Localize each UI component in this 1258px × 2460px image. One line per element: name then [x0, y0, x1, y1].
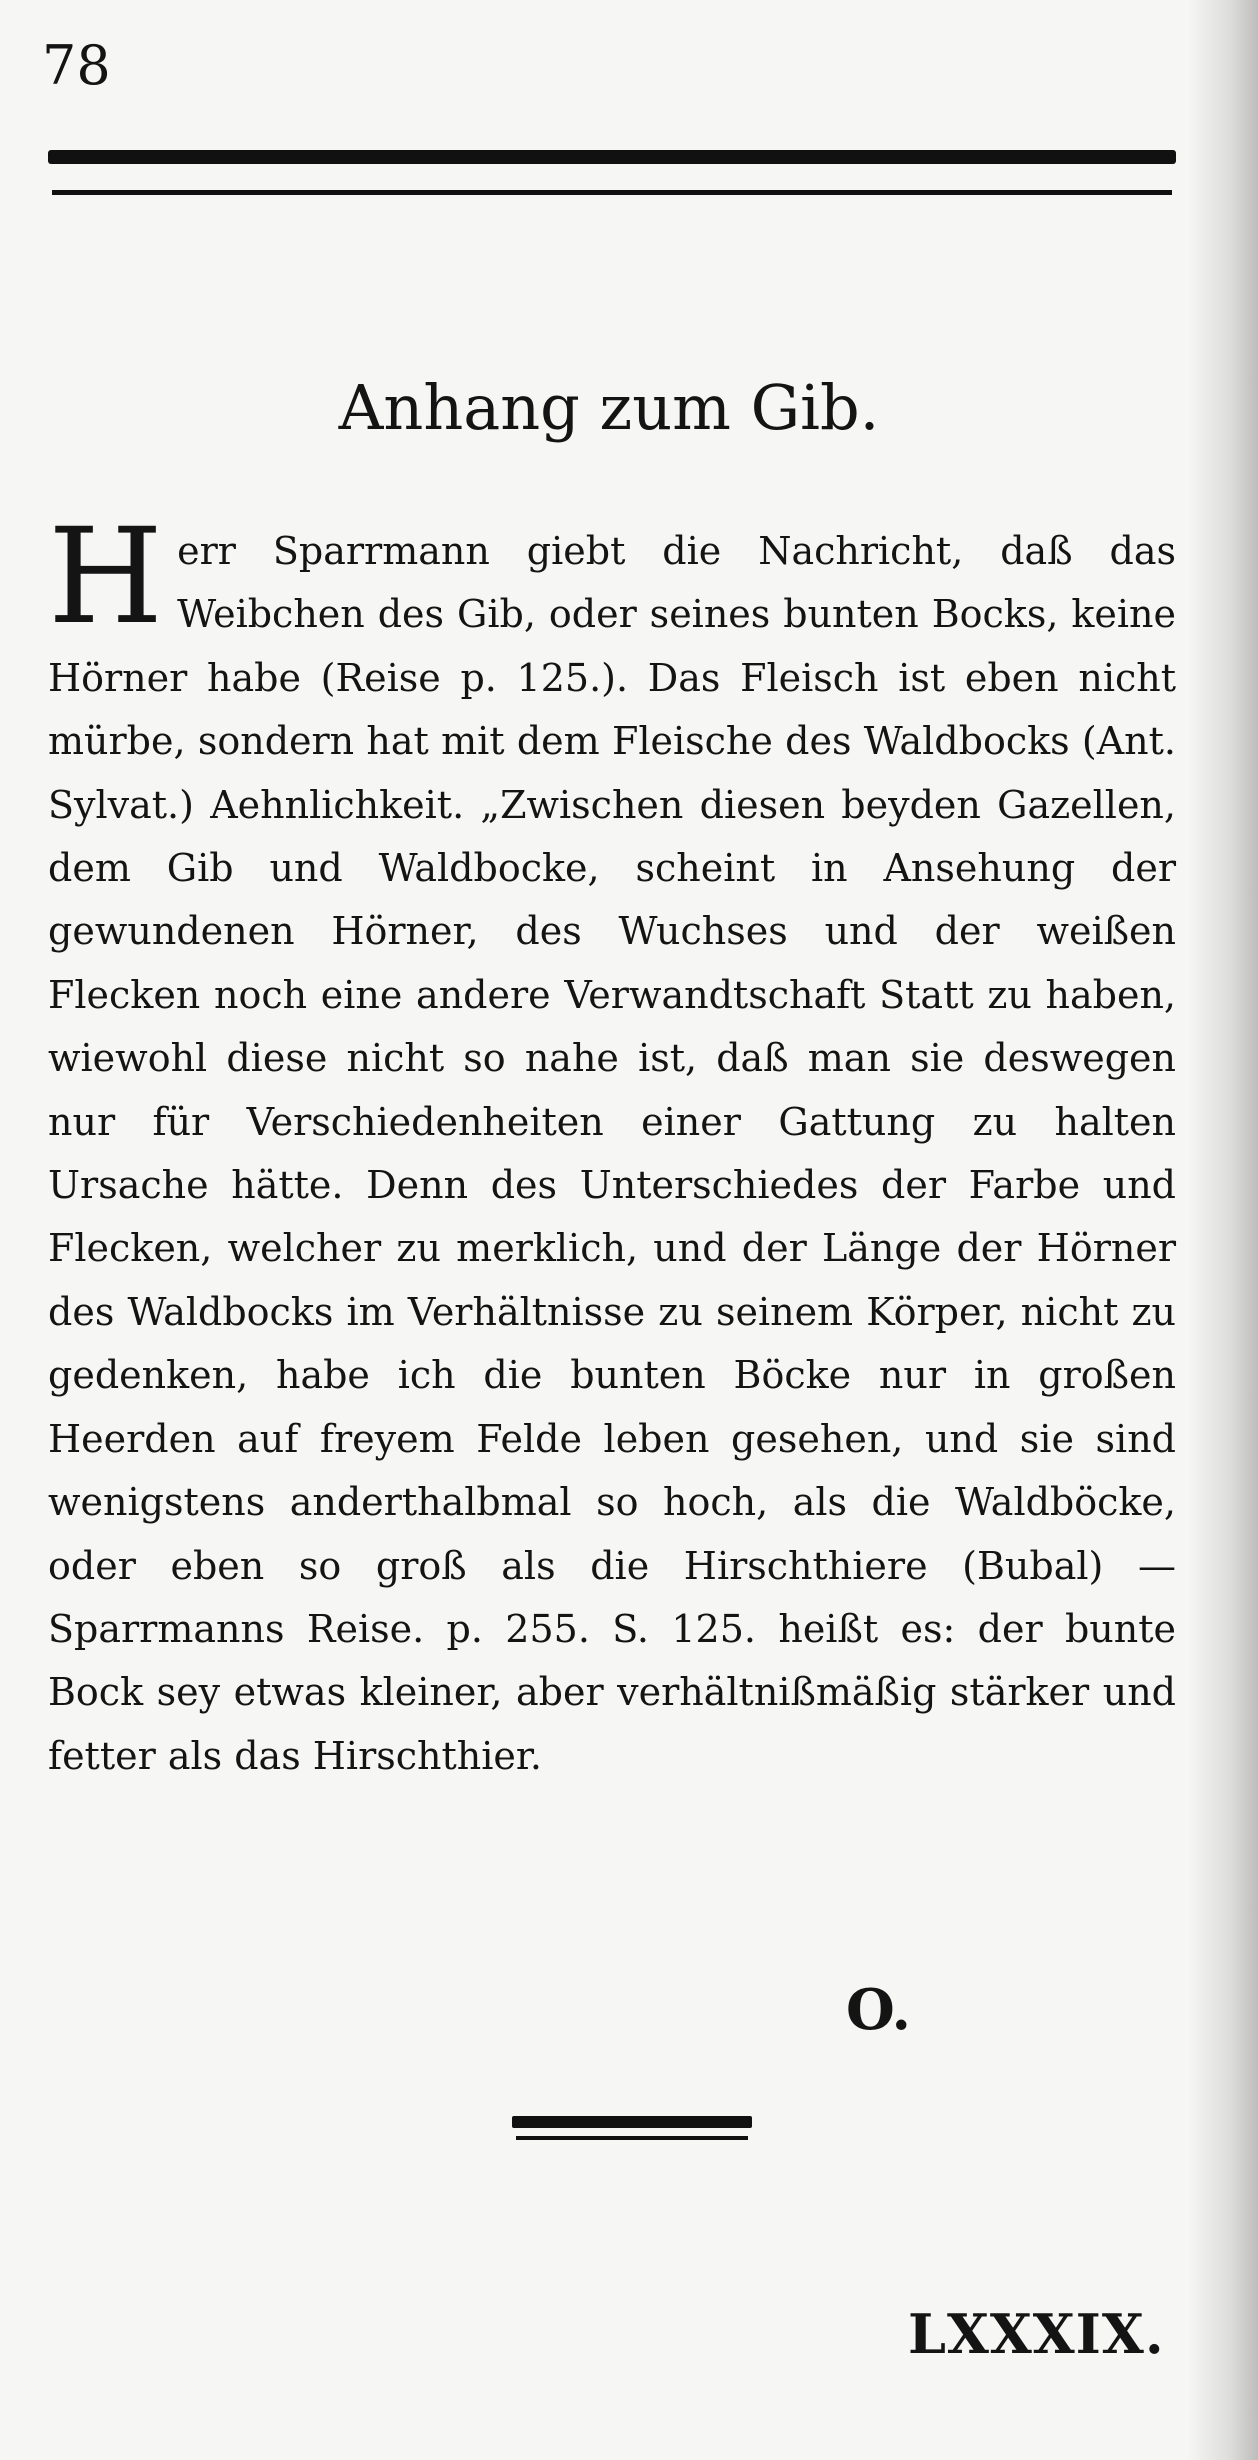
drop-cap: H: [48, 500, 164, 654]
end-rule-thick: [512, 2116, 752, 2128]
section-title: Anhang zum Gib.: [338, 371, 880, 444]
body-paragraph: [48, 500, 1176, 1788]
paragraph: [48, 500, 1176, 1788]
end-rule-thin: [516, 2136, 748, 2140]
header-rule-thin: [52, 190, 1172, 195]
catchword: LXXXIX.: [908, 2302, 1165, 2366]
page-edge-shadow: [1188, 0, 1258, 2460]
page-number: 78: [42, 34, 111, 97]
author-signature: O.: [846, 1977, 911, 2043]
header-rule-thick: [48, 150, 1176, 164]
paragraph-text: err Sparrmann giebt die Nachricht, daß das Weibchen des Gib, oder seines bunten Bocks, keine Hörner habe (Reise p. 125.). Das Fleisch ist eben nicht mürbe, sondern hat mit dem Fleische des Waldbocks (Ant. Sylvat.) Aehnlichkeit. „Zwischen diesen beyden Gazellen, dem Gib und Waldbocke, scheint in Ansehung der gewundenen Hörner, des Wuchses und der weißen Flecken noch eine andere Verwandtschaft Statt zu haben, wiewohl diese nicht so nahe ist, daß man sie deswegen nur für Verschiedenheiten einer Gattung zu halten Ursache hätte. Denn des Unterschiedes der Farbe und Flecken, welcher zu merklich, und der Länge der Hörner des Waldbocks im Verhältnisse zu seinem Körper, nicht zu gedenken, habe ich die bunten Böcke nur in großen Heerden auf freyem Felde leben gesehen, und sie sind wenigstens anderthalbmal so hoch, als die Waldböcke, oder eben so groß als die Hirschthiere (Bubal) — Sparrmanns Reise. p. 255. S. 125. heißt es: der bunte Bock sey etwas kleiner, aber verhältnißmäßig stärker und fetter als das Hirschthier.: [48, 529, 1176, 1778]
